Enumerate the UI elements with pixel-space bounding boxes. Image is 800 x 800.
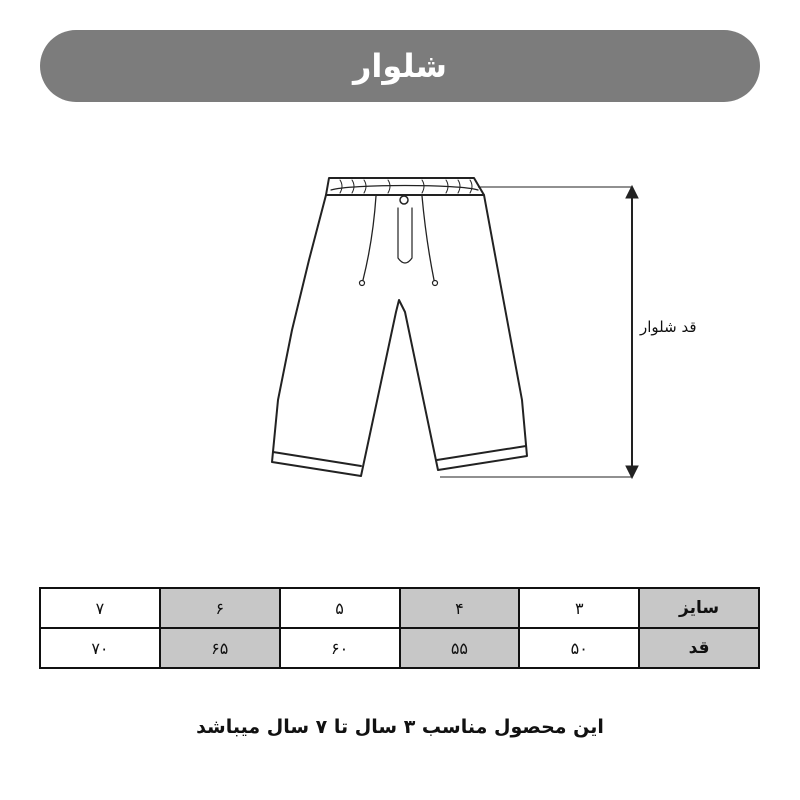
button-icon: [400, 196, 408, 204]
table-cell: ۷۰: [40, 628, 160, 668]
fly: [398, 208, 412, 263]
table-row: [40, 628, 759, 668]
size-table: [39, 587, 760, 669]
measure-label: قد شلوار: [640, 318, 697, 336]
product-note: این محصول مناسب ۳ سال تا ۷ سال میباشد: [196, 716, 604, 738]
table-cell: ۶: [160, 588, 280, 628]
table-cell: ۵: [280, 588, 400, 628]
row-header-length: قد: [639, 628, 759, 668]
table-row: [40, 588, 759, 628]
table-cell: ۶۵: [160, 628, 280, 668]
row-header-size: سایز: [639, 588, 759, 628]
table-cell: ۴: [400, 588, 520, 628]
table-cell: ۶۰: [280, 628, 400, 668]
table-cell: ۷: [40, 588, 160, 628]
pants-outline: [272, 195, 527, 476]
page-title: شلوار: [353, 47, 447, 85]
table-cell: ۳: [519, 588, 639, 628]
arrow-up-icon: [626, 186, 638, 198]
table-cell: ۵۵: [400, 628, 520, 668]
arrow-down-icon: [626, 466, 638, 478]
drawstring-left: [363, 196, 376, 280]
drawstring-right: [422, 196, 434, 280]
table-cell: ۵۰: [519, 628, 639, 668]
